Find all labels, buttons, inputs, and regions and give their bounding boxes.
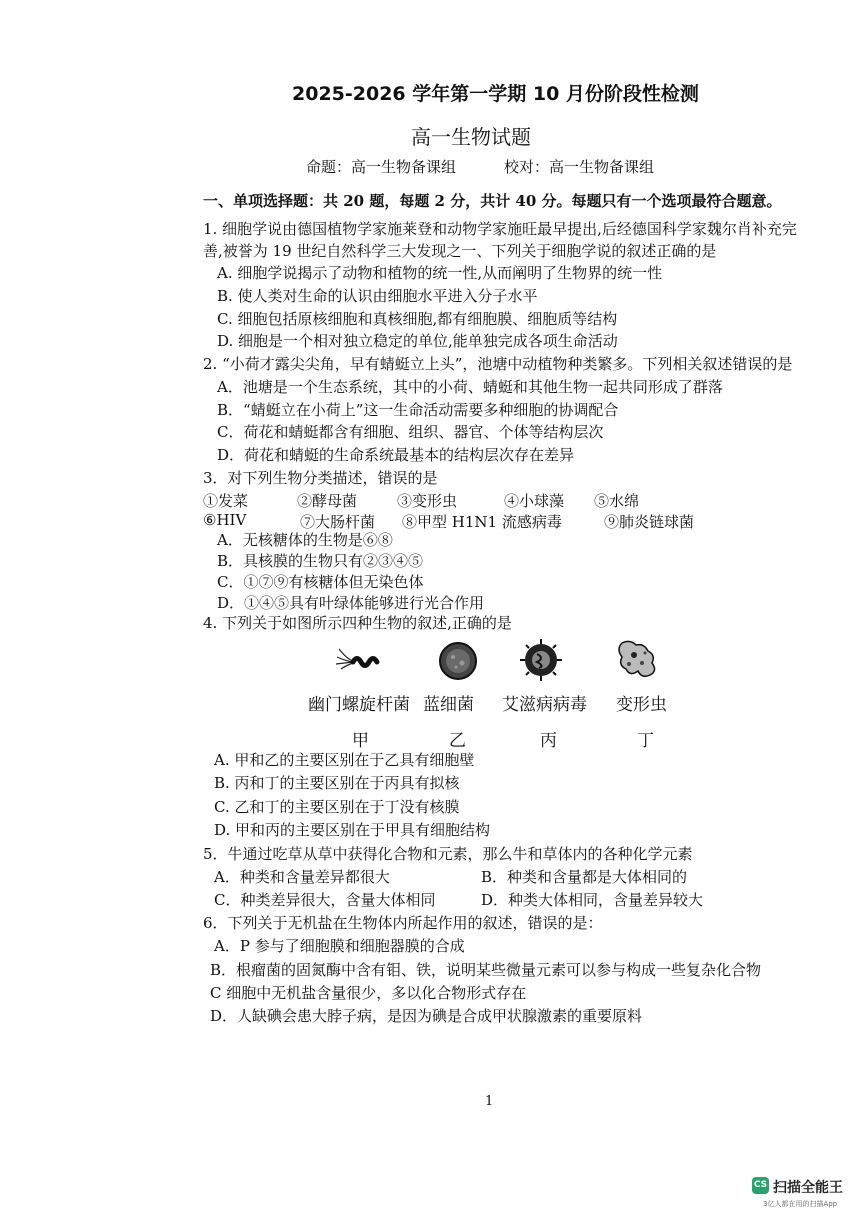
fig-name-cyanobacteria: 蓝细菌 <box>423 695 474 715</box>
author-line: 命题：高一生物备课组 <box>306 158 457 176</box>
q4-option-d: D. 甲和丙的主要区别在于甲具有细胞结构 <box>214 821 491 839</box>
q2-option-a: A．池塘是一个生态系统，其中的小荷、蜻蜓和其他生物一起共同形成了群落 <box>217 378 723 396</box>
q1-option-d: D. 细胞是一个相对独立稳定的单位,能单独完成各项生命活动 <box>217 332 618 350</box>
q4-stem: 4. 下列关于如图所示四种生物的叙述,正确的是 <box>203 614 512 632</box>
scanner-app-name: 扫描全能王 <box>773 1180 843 1196</box>
q1-option-b: B. 使人类对生命的认识由细胞水平进入分子水平 <box>217 287 538 305</box>
q2-option-c: C．荷花和蜻蜓都含有细胞、组织、器官、个体等结构层次 <box>217 423 604 441</box>
exam-subtitle: 高一生物试题 <box>411 125 531 149</box>
q6-stem: 6．下列关于无机盐在生物体内所起作用的叙述，错误的是： <box>203 914 603 932</box>
fig-label-yi: 乙 <box>449 731 466 751</box>
q4-option-b: B. 丙和丁的主要区别在于丙具有拟核 <box>214 774 460 792</box>
q5-option-c: C．种类差异很大，含量大体相同 <box>214 891 436 909</box>
q3-stem: 3．对下列生物分类描述，错误的是 <box>203 469 438 487</box>
q2-option-b: B．“蜻蜓立在小荷上”这一生命活动需要多种细胞的协调配合 <box>217 401 619 419</box>
amoeba-illustration <box>614 637 660 681</box>
fig-name-helicobacter: 幽门螺旋杆菌 <box>308 695 410 715</box>
q3-organism-8: ⑧甲型 H1N1 流感病毒 <box>402 513 562 531</box>
proofreader-line: 校对：高一生物备课组 <box>504 158 655 176</box>
helicobacter-illustration <box>333 643 383 679</box>
q3-organism-6: ⑥HIV <box>203 511 247 529</box>
q6-option-b: B．根瘤菌的固氮酶中含有钼、铁，说明某些微量元素可以参与构成一些复杂化合物 <box>210 961 762 979</box>
q5-option-b: B．种类和含量都是大体相同的 <box>481 868 688 886</box>
q3-organism-3: ③变形虫 <box>397 492 458 510</box>
q3-organism-4: ④小球藻 <box>504 492 565 510</box>
q3-organism-9: ⑨肺炎链球菌 <box>604 513 695 531</box>
q2-stem: 2. “小荷才露尖尖角，早有蜻蜓立上头”，池塘中动植物种类繁多。下列相关叙述错误的是 <box>203 355 793 373</box>
q3-organism-7: ⑦大肠杆菌 <box>300 513 376 531</box>
q5-stem: 5．牛通过吃草从草中获得化合物和元素，那么牛和草体内的各种化学元素 <box>203 845 693 863</box>
fig-name-hiv: 艾滋病病毒 <box>502 695 587 715</box>
fig-label-ding: 丁 <box>637 731 654 751</box>
q4-option-a: A. 甲和乙的主要区别在于乙具有细胞壁 <box>214 751 475 769</box>
q1-option-a: A. 细胞学说揭示了动物和植物的统一性,从而阐明了生物界的统一性 <box>217 264 663 282</box>
q1-stem-line1: 1. 细胞学说由德国植物学家施莱登和动物学家施旺最早提出,后经德国科学家魏尔肖补充完 <box>203 220 797 238</box>
q3-option-c: C．①⑦⑨有核糖体但无染色体 <box>217 573 424 591</box>
q5-option-d: D．种类大体相同，含量差异较大 <box>481 891 704 909</box>
q6-option-a: A．P 参与了细胞膜和细胞器膜的合成 <box>214 937 465 955</box>
q6-option-c: C 细胞中无机盐含量很少，多以化合物形式存在 <box>210 984 527 1002</box>
q3-organism-1: ①发菜 <box>203 492 249 510</box>
q2-option-d: D．荷花和蜻蜓的生命系统最基本的结构层次存在差异 <box>217 446 575 464</box>
q5-option-a: A．种类和含量差异都很大 <box>214 868 390 886</box>
q1-option-c: C. 细胞包括原核细胞和真核细胞,都有细胞膜、细胞质等结构 <box>217 310 618 328</box>
q3-option-b: B．具核膜的生物只有②③④⑤ <box>217 552 424 570</box>
q6-option-d: D．人缺碘会患大脖子病，是因为碘是合成甲状腺激素的重要原料 <box>210 1007 643 1025</box>
page-number: 1 <box>485 1094 494 1109</box>
q1-stem-line2: 善,被誉为 19 世纪自然科学三大发现之一、下列关于细胞学说的叙述正确的是 <box>203 242 717 260</box>
fig-name-amoeba: 变形虫 <box>616 695 667 715</box>
hiv-virus-illustration <box>519 638 563 682</box>
section-heading: 一、单项选择题：共 20 题，每题 2 分，共计 40 分。每题只有一个选项最符合题意。 <box>203 192 782 210</box>
q4-option-c: C. 乙和丁的主要区别在于丁没有核膜 <box>214 798 460 816</box>
scanner-app-slogan: 3亿人都在用的扫描App <box>763 1200 838 1208</box>
camscanner-logo-icon: CS <box>752 1177 769 1194</box>
q3-option-a: A．无核糖体的生物是⑥⑧ <box>217 531 393 549</box>
fig-label-bing: 丙 <box>540 731 557 751</box>
q3-organism-5: ⑤水绵 <box>594 492 640 510</box>
q3-option-d: D．①④⑤具有叶绿体能够进行光合作用 <box>217 594 485 612</box>
exam-title: 2025-2026 学年第一学期 10 月份阶段性检测 <box>292 83 699 105</box>
q3-organism-2: ②酵母菌 <box>297 492 358 510</box>
fig-label-jia: 甲 <box>352 731 369 751</box>
cyanobacteria-illustration <box>438 641 478 681</box>
